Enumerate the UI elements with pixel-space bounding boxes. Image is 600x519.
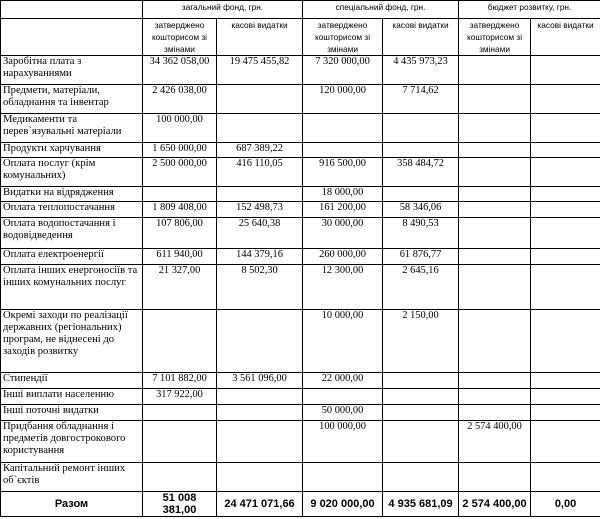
row-value <box>531 405 600 421</box>
row-value: 2 426 038,00 <box>143 85 217 114</box>
header-corner-sub <box>1 19 143 56</box>
row-value: 21 327,00 <box>143 265 217 310</box>
row-label: Оплата теплопостачання <box>1 202 143 218</box>
row-label: Оплата інших енергоносіїв та інших комунальних послуг <box>1 265 143 310</box>
row-value <box>459 114 531 143</box>
row-value: 2 500 000,00 <box>143 158 217 187</box>
header-row-groups <box>1 1 600 19</box>
row-value: 107 806,00 <box>143 218 217 249</box>
row-value <box>531 143 600 158</box>
row-value: 12 300,00 <box>303 265 383 310</box>
total-value: 0,00 <box>531 492 600 517</box>
row-label: Оплата електроенергії <box>1 249 143 265</box>
row-value: 687 389,22 <box>217 143 303 158</box>
header-row-sub <box>1 19 600 56</box>
table-row <box>1 143 600 158</box>
row-value: 144 379,16 <box>217 249 303 265</box>
row-value <box>459 405 531 421</box>
total-value: 9 020 000,00 <box>303 492 383 517</box>
table-row <box>1 187 600 202</box>
row-label: Оплата послуг (крім комунальних) <box>1 158 143 187</box>
table-row <box>1 405 600 421</box>
table-row <box>1 310 600 373</box>
row-value: 7 714,62 <box>383 85 459 114</box>
row-value <box>143 463 217 492</box>
row-label: Інші поточні видатки <box>1 405 143 421</box>
row-value: 916 500,00 <box>303 158 383 187</box>
row-value <box>383 463 459 492</box>
row-value: 61 876,77 <box>383 249 459 265</box>
row-value: 260 000,00 <box>303 249 383 265</box>
row-value: 7 320 000,00 <box>303 56 383 85</box>
row-value <box>217 114 303 143</box>
row-value <box>531 373 600 389</box>
row-value <box>459 187 531 202</box>
total-label: Разом <box>1 492 143 517</box>
table-row <box>1 463 600 492</box>
table-row <box>1 389 600 405</box>
row-value <box>459 218 531 249</box>
row-value: 50 000,00 <box>303 405 383 421</box>
row-label: Предмети, матеріали, обладнання та інвентар <box>1 85 143 114</box>
row-value <box>383 405 459 421</box>
row-value <box>303 463 383 492</box>
row-value <box>217 463 303 492</box>
row-value <box>531 463 600 492</box>
row-value: 2 645,16 <box>383 265 459 310</box>
table-row <box>1 85 600 114</box>
row-value <box>531 85 600 114</box>
row-value: 25 640,38 <box>217 218 303 249</box>
row-value <box>383 421 459 463</box>
row-value <box>143 421 217 463</box>
row-value: 1 650 000,00 <box>143 143 217 158</box>
row-value: 8 502,30 <box>217 265 303 310</box>
row-value: 317 922,00 <box>143 389 217 405</box>
row-value: 7 101 882,00 <box>143 373 217 389</box>
row-label: Медикаменти та перев`язувальні матеріали <box>1 114 143 143</box>
row-value: 611 940,00 <box>143 249 217 265</box>
total-value: 51 008 381,00 <box>143 492 217 517</box>
header-approved-2: затверджено кошторисом зі змінами <box>303 19 383 56</box>
row-value <box>459 310 531 373</box>
table-row <box>1 265 600 310</box>
row-value <box>459 389 531 405</box>
row-value <box>383 187 459 202</box>
row-value <box>459 265 531 310</box>
table-row <box>1 114 600 143</box>
row-value: 3 561 096,00 <box>217 373 303 389</box>
row-value <box>217 405 303 421</box>
row-value <box>531 218 600 249</box>
header-special-fund: спеціальний фонд, грн. <box>303 1 459 19</box>
row-value <box>383 143 459 158</box>
header-corner <box>1 1 143 19</box>
row-value <box>303 143 383 158</box>
row-value: 161 200,00 <box>303 202 383 218</box>
row-value: 2 150,00 <box>383 310 459 373</box>
row-value <box>459 56 531 85</box>
row-value: 152 498,73 <box>217 202 303 218</box>
row-label: Інші виплати населенню <box>1 389 143 405</box>
header-cash-2: касові видатки <box>383 19 459 56</box>
row-value <box>217 389 303 405</box>
row-value <box>531 310 600 373</box>
row-value <box>143 310 217 373</box>
table-row <box>1 158 600 187</box>
header-approved-3: затверджено кошторисом зі змінами <box>459 19 531 56</box>
row-value <box>459 143 531 158</box>
header-general-fund: загальний фонд, грн. <box>143 1 303 19</box>
row-label: Продукти харчування <box>1 143 143 158</box>
row-value: 58 346,06 <box>383 202 459 218</box>
total-value: 24 471 071,66 <box>217 492 303 517</box>
row-value <box>383 373 459 389</box>
row-value <box>531 265 600 310</box>
row-value: 416 110,05 <box>217 158 303 187</box>
row-value <box>143 405 217 421</box>
row-value <box>303 389 383 405</box>
row-value <box>383 114 459 143</box>
row-value <box>531 187 600 202</box>
table-row <box>1 373 600 389</box>
row-value <box>143 187 217 202</box>
row-value: 100 000,00 <box>303 421 383 463</box>
row-value: 10 000,00 <box>303 310 383 373</box>
header-development-budget: бюджет розвитку, грн. <box>459 1 600 19</box>
row-value: 4 435 973,23 <box>383 56 459 85</box>
table-row <box>1 421 600 463</box>
row-value: 34 362 058,00 <box>143 56 217 85</box>
row-value: 19 475 455,82 <box>217 56 303 85</box>
row-value <box>459 373 531 389</box>
row-value: 18 000,00 <box>303 187 383 202</box>
row-value <box>217 187 303 202</box>
row-label: Заробітна плата з нарахуваннями <box>1 56 143 85</box>
row-value <box>303 114 383 143</box>
row-value <box>531 249 600 265</box>
header-cash-3: касові видатки <box>531 19 600 56</box>
row-value: 22 000,00 <box>303 373 383 389</box>
row-value <box>531 202 600 218</box>
total-value: 4 935 681,09 <box>383 492 459 517</box>
row-value <box>531 389 600 405</box>
row-value <box>459 85 531 114</box>
row-value <box>459 463 531 492</box>
row-value <box>531 158 600 187</box>
row-value: 8 490,53 <box>383 218 459 249</box>
row-label: Видатки на відрядження <box>1 187 143 202</box>
header-approved-1: затверджено кошторисом зі змінами <box>143 19 217 56</box>
row-value <box>459 249 531 265</box>
row-value <box>217 85 303 114</box>
row-label: Придбання обладнання і предметів довгострокового користування <box>1 421 143 463</box>
total-value: 2 574 400,00 <box>459 492 531 517</box>
row-value <box>531 421 600 463</box>
row-value: 100 000,00 <box>143 114 217 143</box>
table-body <box>1 56 600 492</box>
table-row <box>1 249 600 265</box>
row-value: 30 000,00 <box>303 218 383 249</box>
row-value <box>531 114 600 143</box>
row-value <box>459 158 531 187</box>
row-label: Стипендії <box>1 373 143 389</box>
row-value <box>217 310 303 373</box>
table-row <box>1 202 600 218</box>
row-value <box>217 421 303 463</box>
row-value: 358 484,72 <box>383 158 459 187</box>
total-row <box>1 492 600 517</box>
row-value: 2 574 400,00 <box>459 421 531 463</box>
header-cash-1: касові видатки <box>217 19 303 56</box>
table-row <box>1 56 600 85</box>
row-label: Оплата водопостачання і водовідведення <box>1 218 143 249</box>
row-value <box>383 389 459 405</box>
row-value <box>531 56 600 85</box>
row-label: Окремі заходи по реалізації державних (регіональних) програм, не віднесені до заходів розвитку <box>1 310 143 373</box>
table-row <box>1 218 600 249</box>
row-label: Капітальний ремонт інших об`єктів <box>1 463 143 492</box>
row-value: 120 000,00 <box>303 85 383 114</box>
row-value <box>459 202 531 218</box>
row-value: 1 809 408,00 <box>143 202 217 218</box>
